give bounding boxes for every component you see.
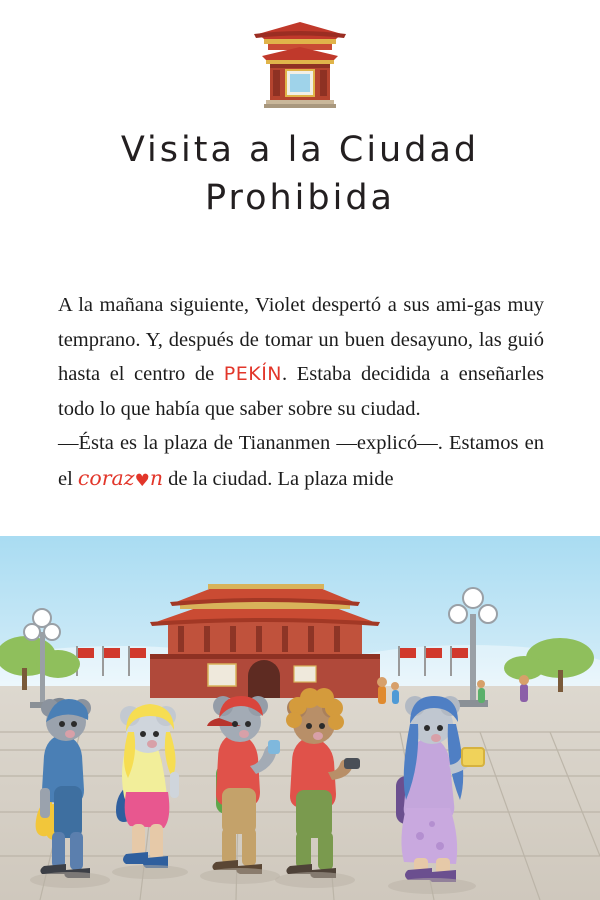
- paragraph-1: [58, 288, 544, 426]
- body-text: [58, 288, 544, 496]
- title-line-2: Prohibida: [204, 178, 396, 219]
- paragraph-1-text-b: . Estaba decidida a enseñarles todo lo que había que saber sobre su ciudad.: [58, 363, 544, 420]
- highlight-corazon-a: coraz: [77, 465, 135, 490]
- title-line-1: Visita a la Ciudad: [120, 130, 480, 170]
- paragraph-2-text-b: de la ciudad. La plaza mide: [163, 467, 394, 490]
- page-title: [0, 126, 600, 223]
- paragraph-2-text-a: —Ésta es la plaza de Tiananmen —explicó—. Estamos en el: [58, 432, 544, 490]
- heart-icon: ♥: [134, 470, 150, 491]
- highlight-corazon-b: n: [149, 465, 164, 490]
- highlight-corazon: [78, 466, 163, 490]
- highlight-pekin: PEKÍN: [223, 363, 283, 385]
- tiananmen-illustration: [0, 536, 600, 900]
- chinese-gate-icon: [0, 14, 600, 114]
- paragraph-1-text-a: A la mañana siguiente, Violet despertó a sus ami-gas muy temprano. Y, después de tomar un buen desayuno, las guió hasta el centro de: [58, 294, 544, 385]
- paragraph-2: [58, 426, 544, 496]
